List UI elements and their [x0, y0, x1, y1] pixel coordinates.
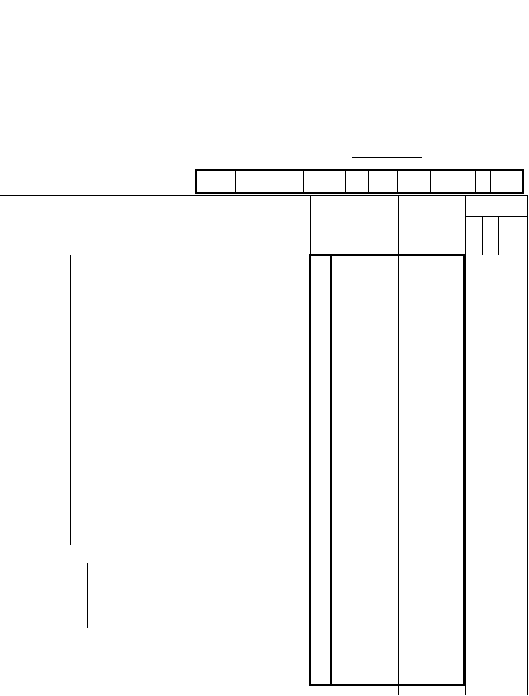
values-box	[309, 254, 465, 686]
